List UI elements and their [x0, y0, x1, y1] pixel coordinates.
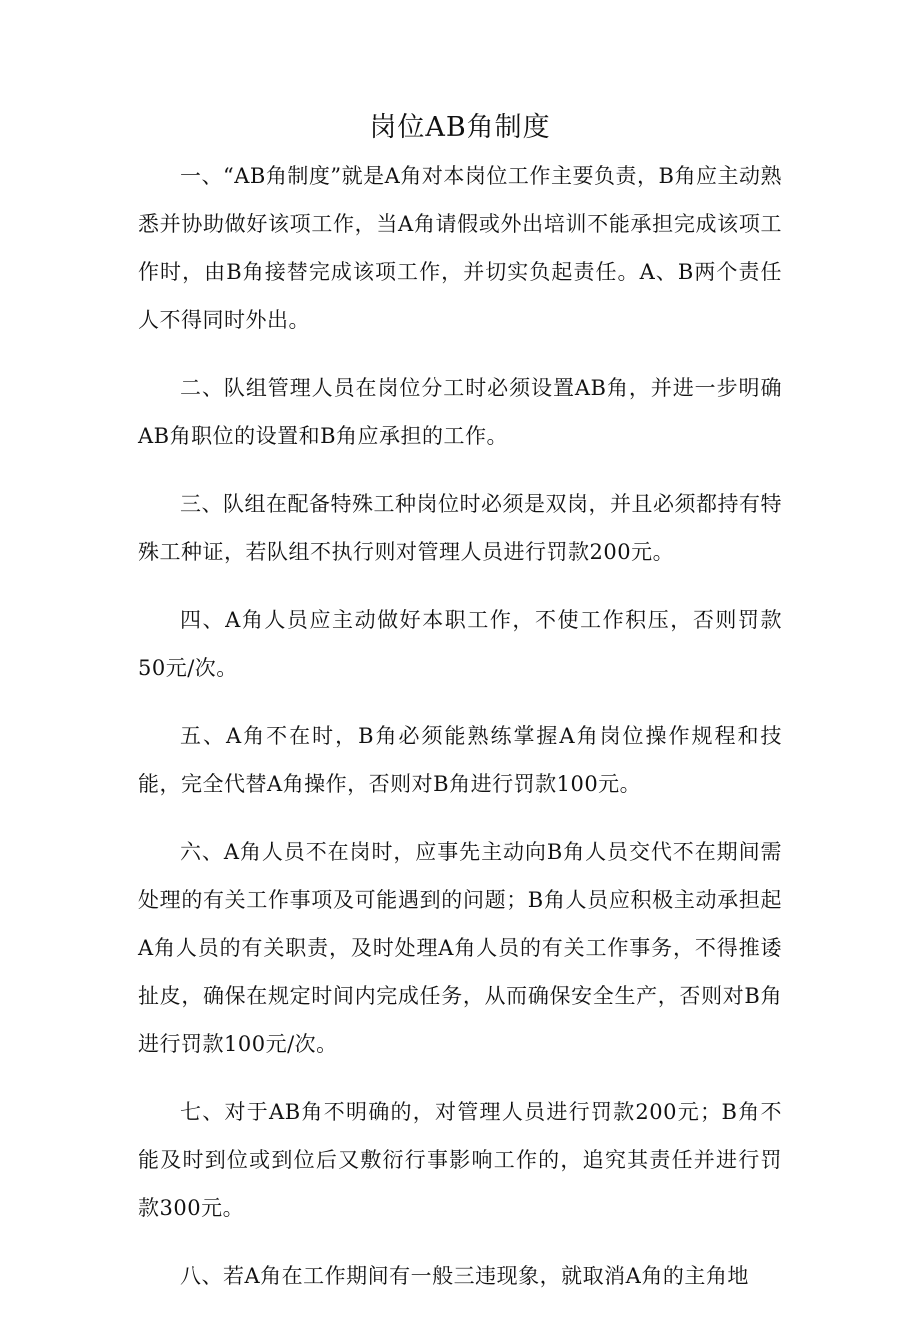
document-title: 岗位AB角制度	[369, 112, 551, 143]
paragraph-3: 三、队组在配备特殊工种岗位时必须是双岗，并且必须都持有特殊工种证，若队组不执行则对管理人员进行罚款200元。	[138, 492, 782, 564]
paragraph-5: 五、A角不在时，B角必须能熟练掌握A角岗位操作规程和技能，完全代替A角操作，否则对B角进行罚款100元。	[138, 724, 782, 796]
document-body	[138, 152, 782, 1320]
paragraph-4: 四、A角人员应主动做好本职工作，不使工作积压，否则罚款50元/次。	[138, 608, 782, 680]
paragraph-8: 八、若A角在工作期间有一般三违现象，就取消A角的主角地	[180, 1264, 749, 1288]
paragraph-1: 一、“AB角制度”就是A角对本岗位工作主要负责，B角应主动熟悉并协助做好该项工作，当A角请假或外出培训不能承担完成该项工作时，由B角接替完成该项工作，并切实负起责任。A、B两个责任人不得同时外出。	[138, 164, 782, 332]
paragraph-6: 六、A角人员不在岗时，应事先主动向B角人员交代不在期间需处理的有关工作事项及可能遇到的问题；B角人员应积极主动承担起A角人员的有关职责，及时处理A角人员的有关工作事务，不得推诿扯皮，确保在规定时间内完成任务，从而确保安全生产，否则对B角进行罚款100元/次。	[138, 840, 782, 1056]
paragraph-2: 二、队组管理人员在岗位分工时必须设置AB角，并进一步明确AB角职位的设置和B角应承担的工作。	[138, 376, 782, 448]
paragraph-7: 七、对于AB角不明确的，对管理人员进行罚款200元；B角不能及时到位或到位后又敷衍行事影响工作的，追究其责任并进行罚款300元。	[138, 1100, 782, 1220]
